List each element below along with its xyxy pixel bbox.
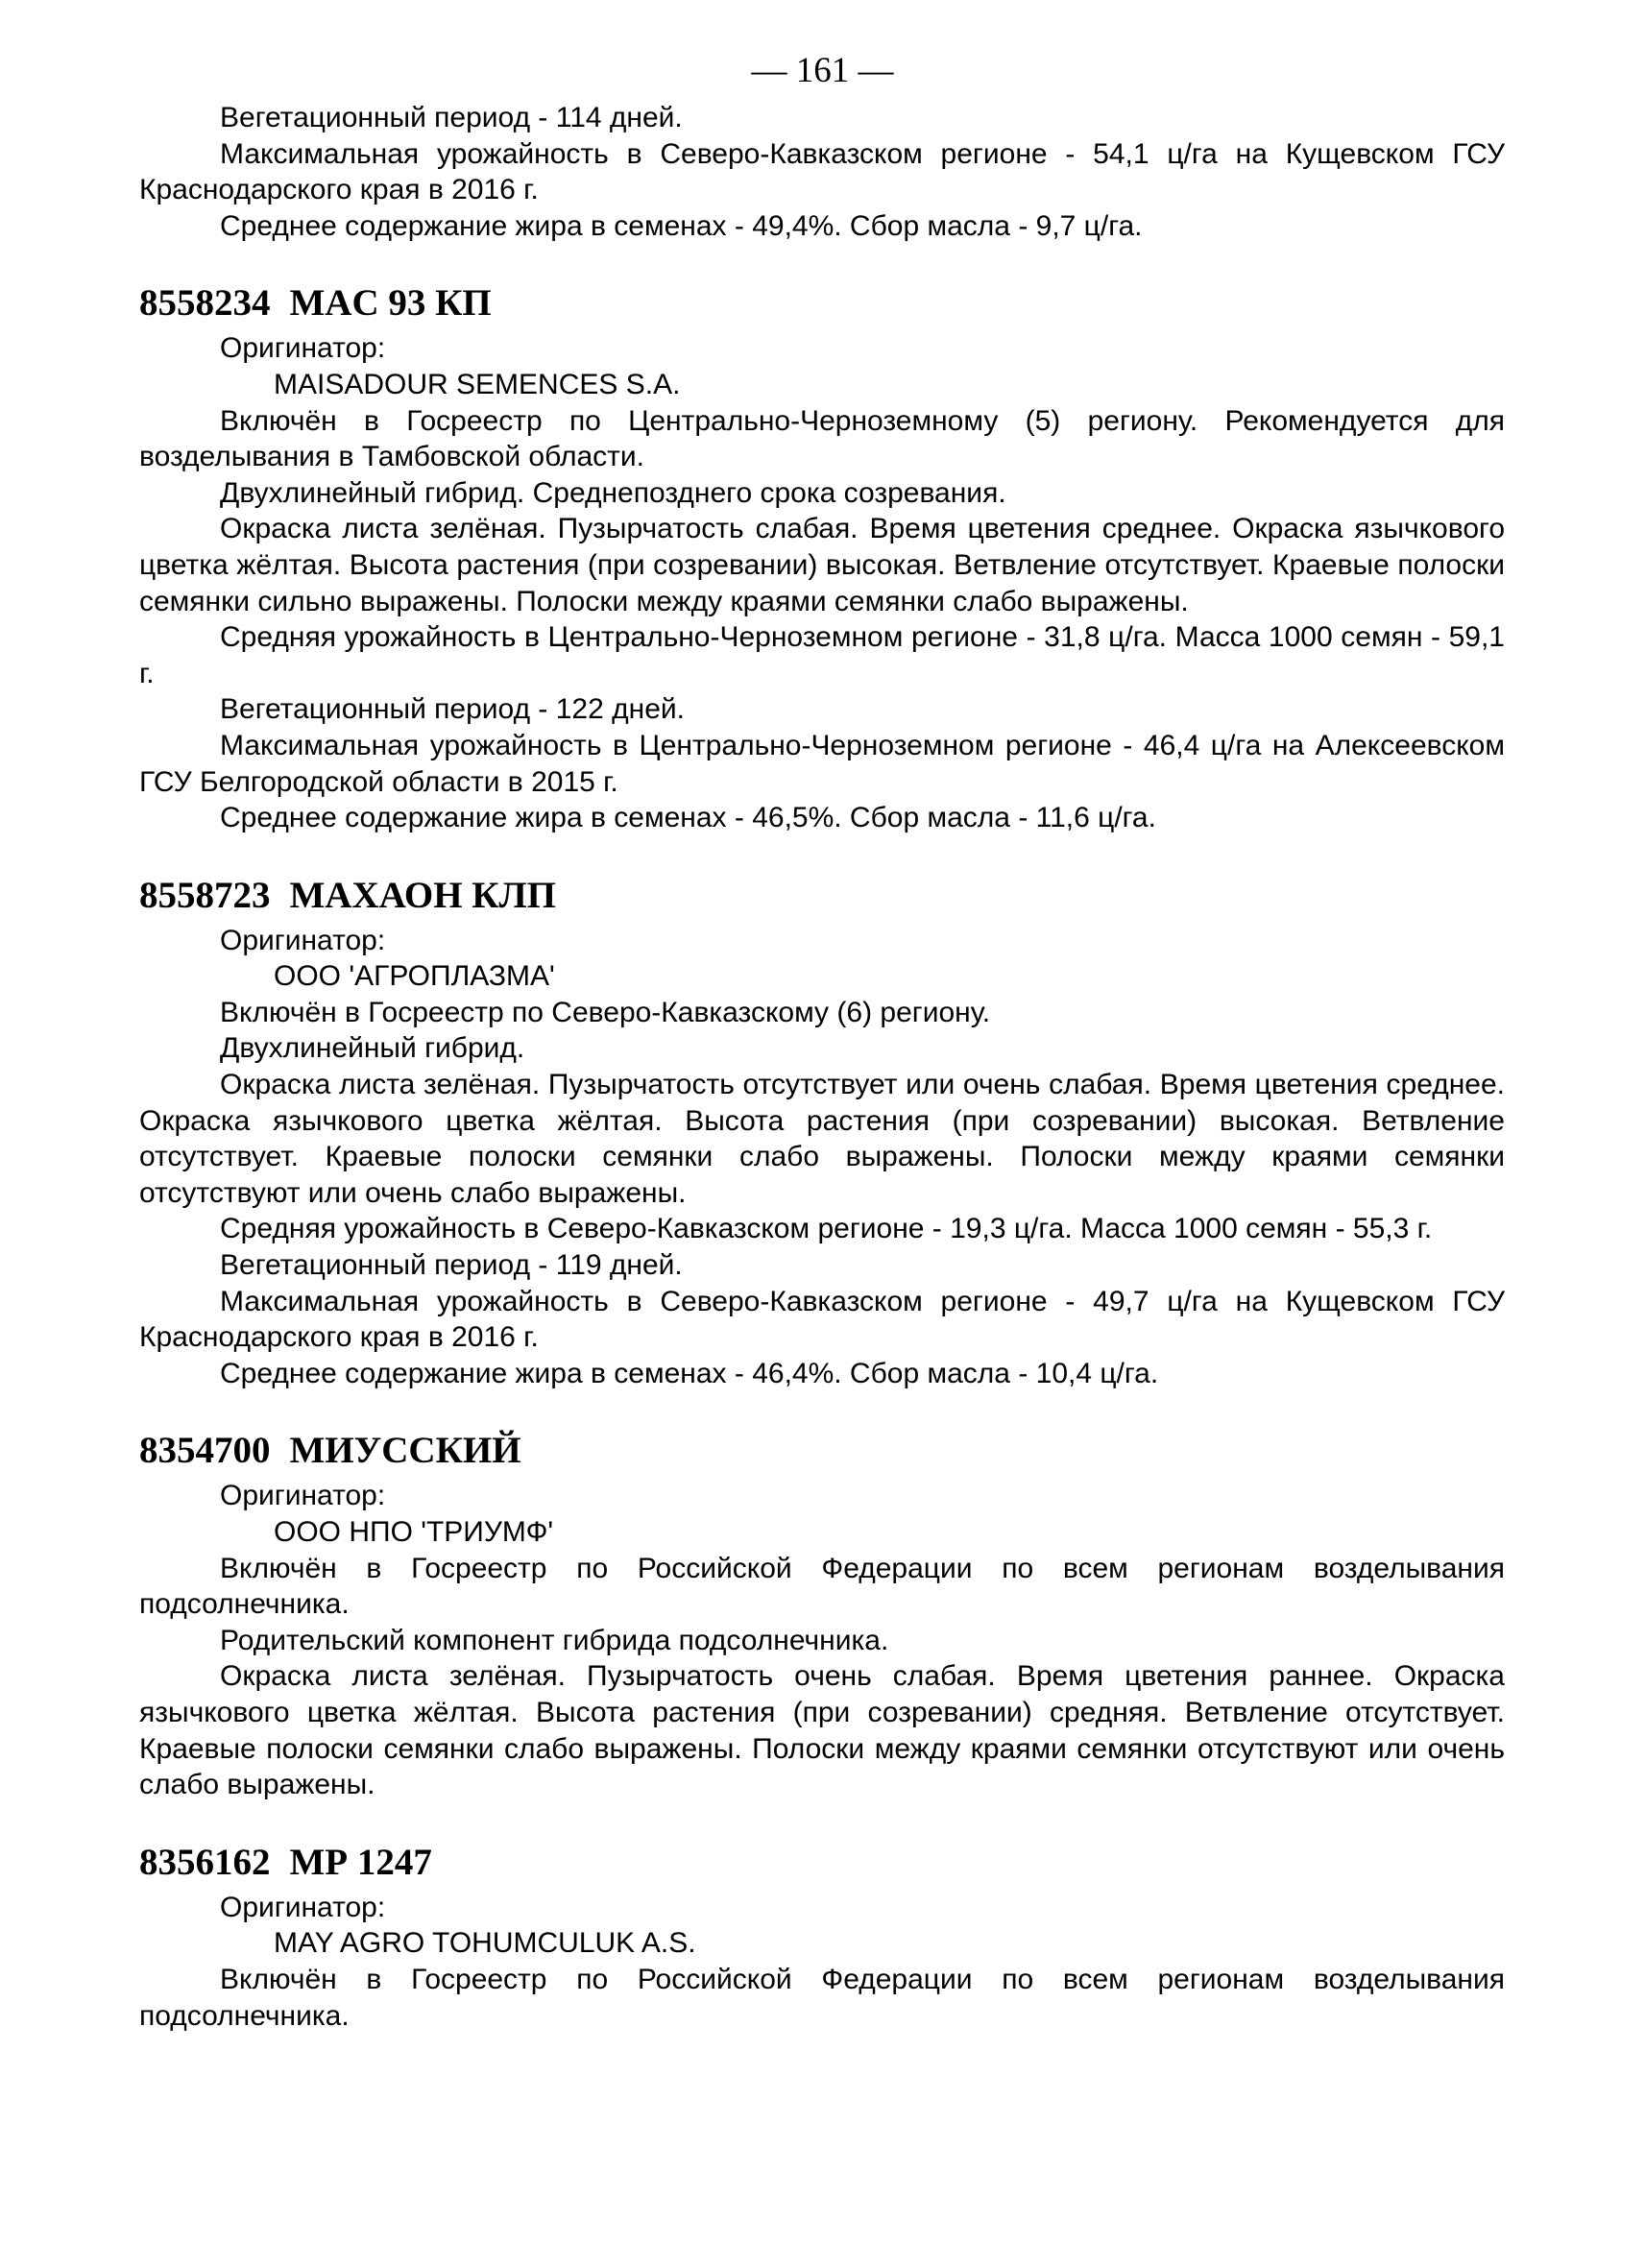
entry-paragraph: Среднее содержание жира в семенах - 46,5%. Сбор масла - 11,6 ц/га.: [220, 802, 1156, 834]
entry-paragraph: Окраска листа зелёная. Пузырчатость отсутствует или очень слабая. Время цветения среднее. Окраска язычкового цветка жёлтая. Высота растения (при созревании) высокая. Ветвление отсутствует. Краевые полоски семянки слабо выражены. Полоски между краями семянки отсутствуют или очень слабо выражены.: [139, 1069, 1505, 1209]
entry-paragraph: Двухлинейный гибрид. Среднепозднего срока созревания.: [220, 476, 1006, 509]
entry-paragraph: Вегетационный период - 122 дней.: [220, 693, 685, 726]
entry-paragraph: Родительский компонент гибрида подсолнечника.: [220, 1624, 889, 1656]
variety-entry: [139, 1428, 1505, 1802]
entry-number: 8558723: [139, 874, 271, 916]
entry-number: 8354700: [139, 1430, 271, 1472]
entry-paragraph: Окраска листа зелёная. Пузырчатость слабая. Время цветения среднее. Окраска язычкового цветка жёлтая. Высота растения (при созревании) высокая. Ветвление отсутствует. Краевые полоски семянки сильно выражены. Полоски между краями семянки слабо выражены.: [139, 513, 1505, 617]
originator-label: Оригинатор:: [220, 1480, 386, 1512]
entry-paragraph: Вегетационный период - 119 дней.: [220, 1249, 683, 1282]
entry-name: МР 1247: [289, 1841, 432, 1883]
entry-paragraph: Максимальная урожайность в Центрально-Черноземном регионе - 46,4 ц/га на Алексеевском ГСУ Белгородской области в 2015 г.: [139, 729, 1505, 798]
intro-paragraph: Вегетационный период - 114 дней.: [220, 102, 683, 133]
originator-name: ООО НПО 'ТРИУМФ': [274, 1516, 554, 1548]
page-content: [139, 100, 1505, 2034]
entry-heading: [139, 873, 1505, 919]
entry-name: MAC 93 КП: [289, 282, 492, 325]
entry-name: МИУССКИЙ: [289, 1430, 521, 1472]
originator-name: ООО 'АГРОПЛАЗМА': [274, 960, 555, 993]
page-number: — 161 —: [751, 51, 894, 90]
entry-paragraph: Включён в Госреестр по Центрально-Черноземному (5) региону. Рекомендуется для возделывания в Тамбовской области.: [139, 404, 1505, 473]
entry-paragraph: Среднее содержание жира в семенах - 46,4%. Сбор масла - 10,4 ц/га.: [220, 1357, 1159, 1389]
originator-name: MAY AGRO TOHUMCULUK A.S.: [274, 1927, 696, 1960]
entry-heading: [139, 1840, 1505, 1886]
intro-paragraph: Среднее содержание жира в семенах - 49,4%. Сбор масла - 9,7 ц/га.: [220, 209, 1143, 242]
variety-entry: [139, 280, 1505, 835]
entry-paragraph: Средняя урожайность в Северо-Кавказском регионе - 19,3 ц/га. Масса 1000 семян - 55,3 г.: [220, 1213, 1433, 1245]
entry-heading: [139, 1428, 1505, 1474]
entry-paragraph: Окраска листа зелёная. Пузырчатость очень слабая. Время цветения раннее. Окраска язычкового цветка жёлтая. Высота растения (при созревании) средняя. Ветвление отсутствует. Краевые полоски семянки слабо выражены. Полоски между краями семянки отсутствуют или очень слабо выражены.: [139, 1660, 1505, 1801]
entry-paragraph: Двухлинейный гибрид.: [220, 1032, 525, 1065]
entry-number: 8356162: [139, 1841, 271, 1883]
originator-name: MAISADOUR SEMENCES S.A.: [274, 368, 681, 400]
originator-label: Оригинатор:: [220, 924, 386, 956]
entry-paragraph: Максимальная урожайность в Северо-Кавказском регионе - 49,7 ц/га на Кущевском ГСУ Краснодарского края в 2016 г.: [139, 1285, 1505, 1354]
variety-entry: [139, 1840, 1505, 2034]
originator-label: Оригинатор:: [220, 1891, 386, 1923]
entry-paragraph: Включён в Госреестр по Российской Федерации по всем регионам возделывания подсолнечника.: [139, 1552, 1505, 1621]
entry-paragraph: Средняя урожайность в Центрально-Черноземном регионе - 31,8 ц/га. Масса 1000 семян - 59,1 г.: [139, 621, 1505, 689]
entry-name: МАХАОН КЛП: [289, 874, 556, 916]
originator-label: Оригинатор:: [220, 332, 386, 365]
variety-entry: [139, 873, 1505, 1392]
entry-number: 8558234: [139, 282, 271, 325]
intro-paragraph: Максимальная урожайность в Северо-Кавказском регионе - 54,1 ц/га на Кущевском ГСУ Краснодарского края в 2016 г.: [139, 137, 1505, 206]
entry-heading: [139, 280, 1505, 326]
entry-paragraph: Включён в Госреестр по Российской Федерации по всем регионам возделывания подсолнечника.: [139, 1963, 1505, 2032]
entry-paragraph: Включён в Госреестр по Северо-Кавказскому (6) региону.: [220, 996, 991, 1028]
